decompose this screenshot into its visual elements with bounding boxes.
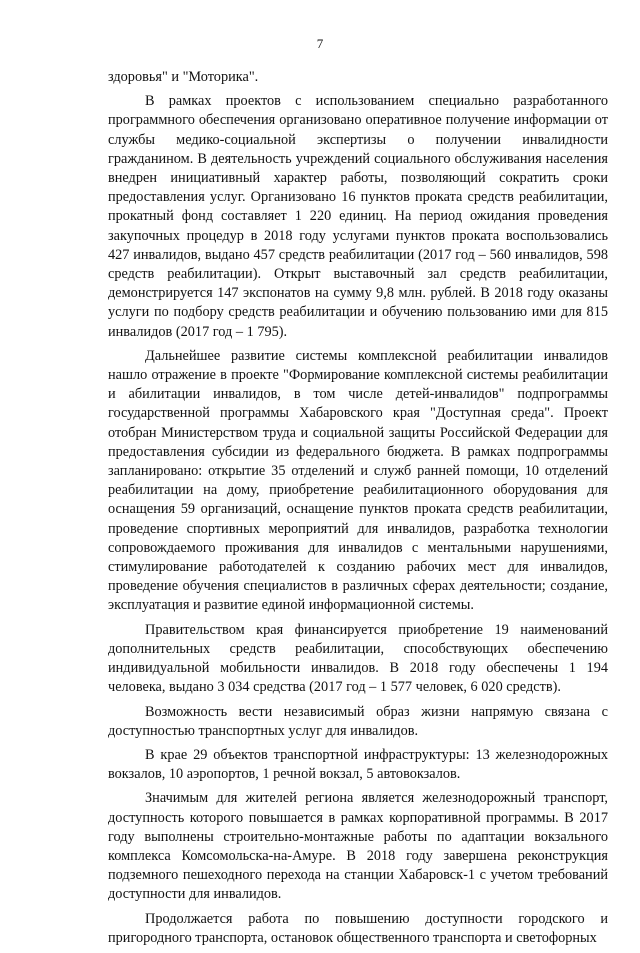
paragraph: Продолжается работа по повышению доступности городского и пригородного транспорта, остановок общественного транспорта и светофорных bbox=[108, 910, 608, 946]
paragraph: Правительством края финансируется приобретение 19 наименований дополнительных средств реабилитации, способствующих обеспечению индивидуальной мобильности инвалидов. В 2018 году обеспечены 1 194 человека, выдано 3 034 средства (2017 год – 1 577 человек, 6 020 средств). bbox=[108, 621, 608, 696]
paragraph: здоровья" и "Моторика". bbox=[108, 69, 259, 85]
page-number: 7 bbox=[316, 36, 324, 51]
paragraph: Возможность вести независимый образ жизни напрямую связана с доступностью транспортных услуг для инвалидов. bbox=[108, 703, 608, 739]
paragraph: В крае 29 объектов транспортной инфраструктуры: 13 железнодорожных вокзалов, 10 аэропортов, 1 речной вокзал, 5 автовокзалов. bbox=[108, 746, 608, 783]
document-body bbox=[108, 68, 608, 953]
paragraph: Дальнейшее развитие системы комплексной реабилитации инвалидов нашло отражение в проекте "Формирование комплексной системы реабилитации и абилитации инвалидов, в том числе детей-инвалидов" подпрограммы государственной программы Хабаровского края "Доступная среда". Проект отобран Министерством труда и социальной защиты Российской Федерации для предоставления субсидии из федерального бюджета. В рамках подпрограммы запланировано: открытие 35 отделений и служб ранней помощи, 10 отделений реабилитации на дому, приобретение реабилитационного оборудования для оснащения 59 организаций, оснащение пунктов проката средств реабилитации, проведение спортивных мероприятий для инвалидов, разработка технологии сопровождаемого проживания для инвалидов с ментальными нарушениями, стимулирование работодателей к созданию рабочих мест для инвалидов, проведение обучения специалистов в различных сферах деятельности; создание, эксплуатация и развитие единой информационной системы. bbox=[108, 347, 608, 614]
paragraph: В рамках проектов с использованием специально разработанного программного обеспечения организовано оперативное получение информации от службы медико-социальной экспертизы о получении инвалидности гражданином. В деятельность учреждений социального обслуживания населения внедрен инициативный характер работы, позволяющий сократить сроки предоставления услуг. Организовано 16 пунктов проката средств реабилитации, прокатный фонд составляет 1 220 единиц. На период ожидания проведения закупочных процедур в 2018 году услугами пунктов проката воспользовались 427 инвалидов, выдано 457 средств реабилитации (2017 год – 560 инвалидов, 598 средств реабилитации). Открыт выставочный зал средств реабилитации, демонстрируется 147 экспонатов на сумму 9,8 млн. рублей. В 2018 году оказаны услуги по подбору средств реабилитации и обучению пользованию ими для 815 инвалидов (2017 год – 1 795). bbox=[108, 93, 608, 340]
paragraph: Значимым для жителей региона является железнодорожный транспорт, доступность которого повышается в рамках корпоративной программы. В 2017 году выполнены строительно-монтажные работы по адаптации вокзального комплекса Комсомольска-на-Амуре. В 2018 году завершена реконструкция подземного пешеходного перехода на станции Хабаровск-1 с учетом требований доступности для инвалидов. bbox=[108, 790, 608, 903]
